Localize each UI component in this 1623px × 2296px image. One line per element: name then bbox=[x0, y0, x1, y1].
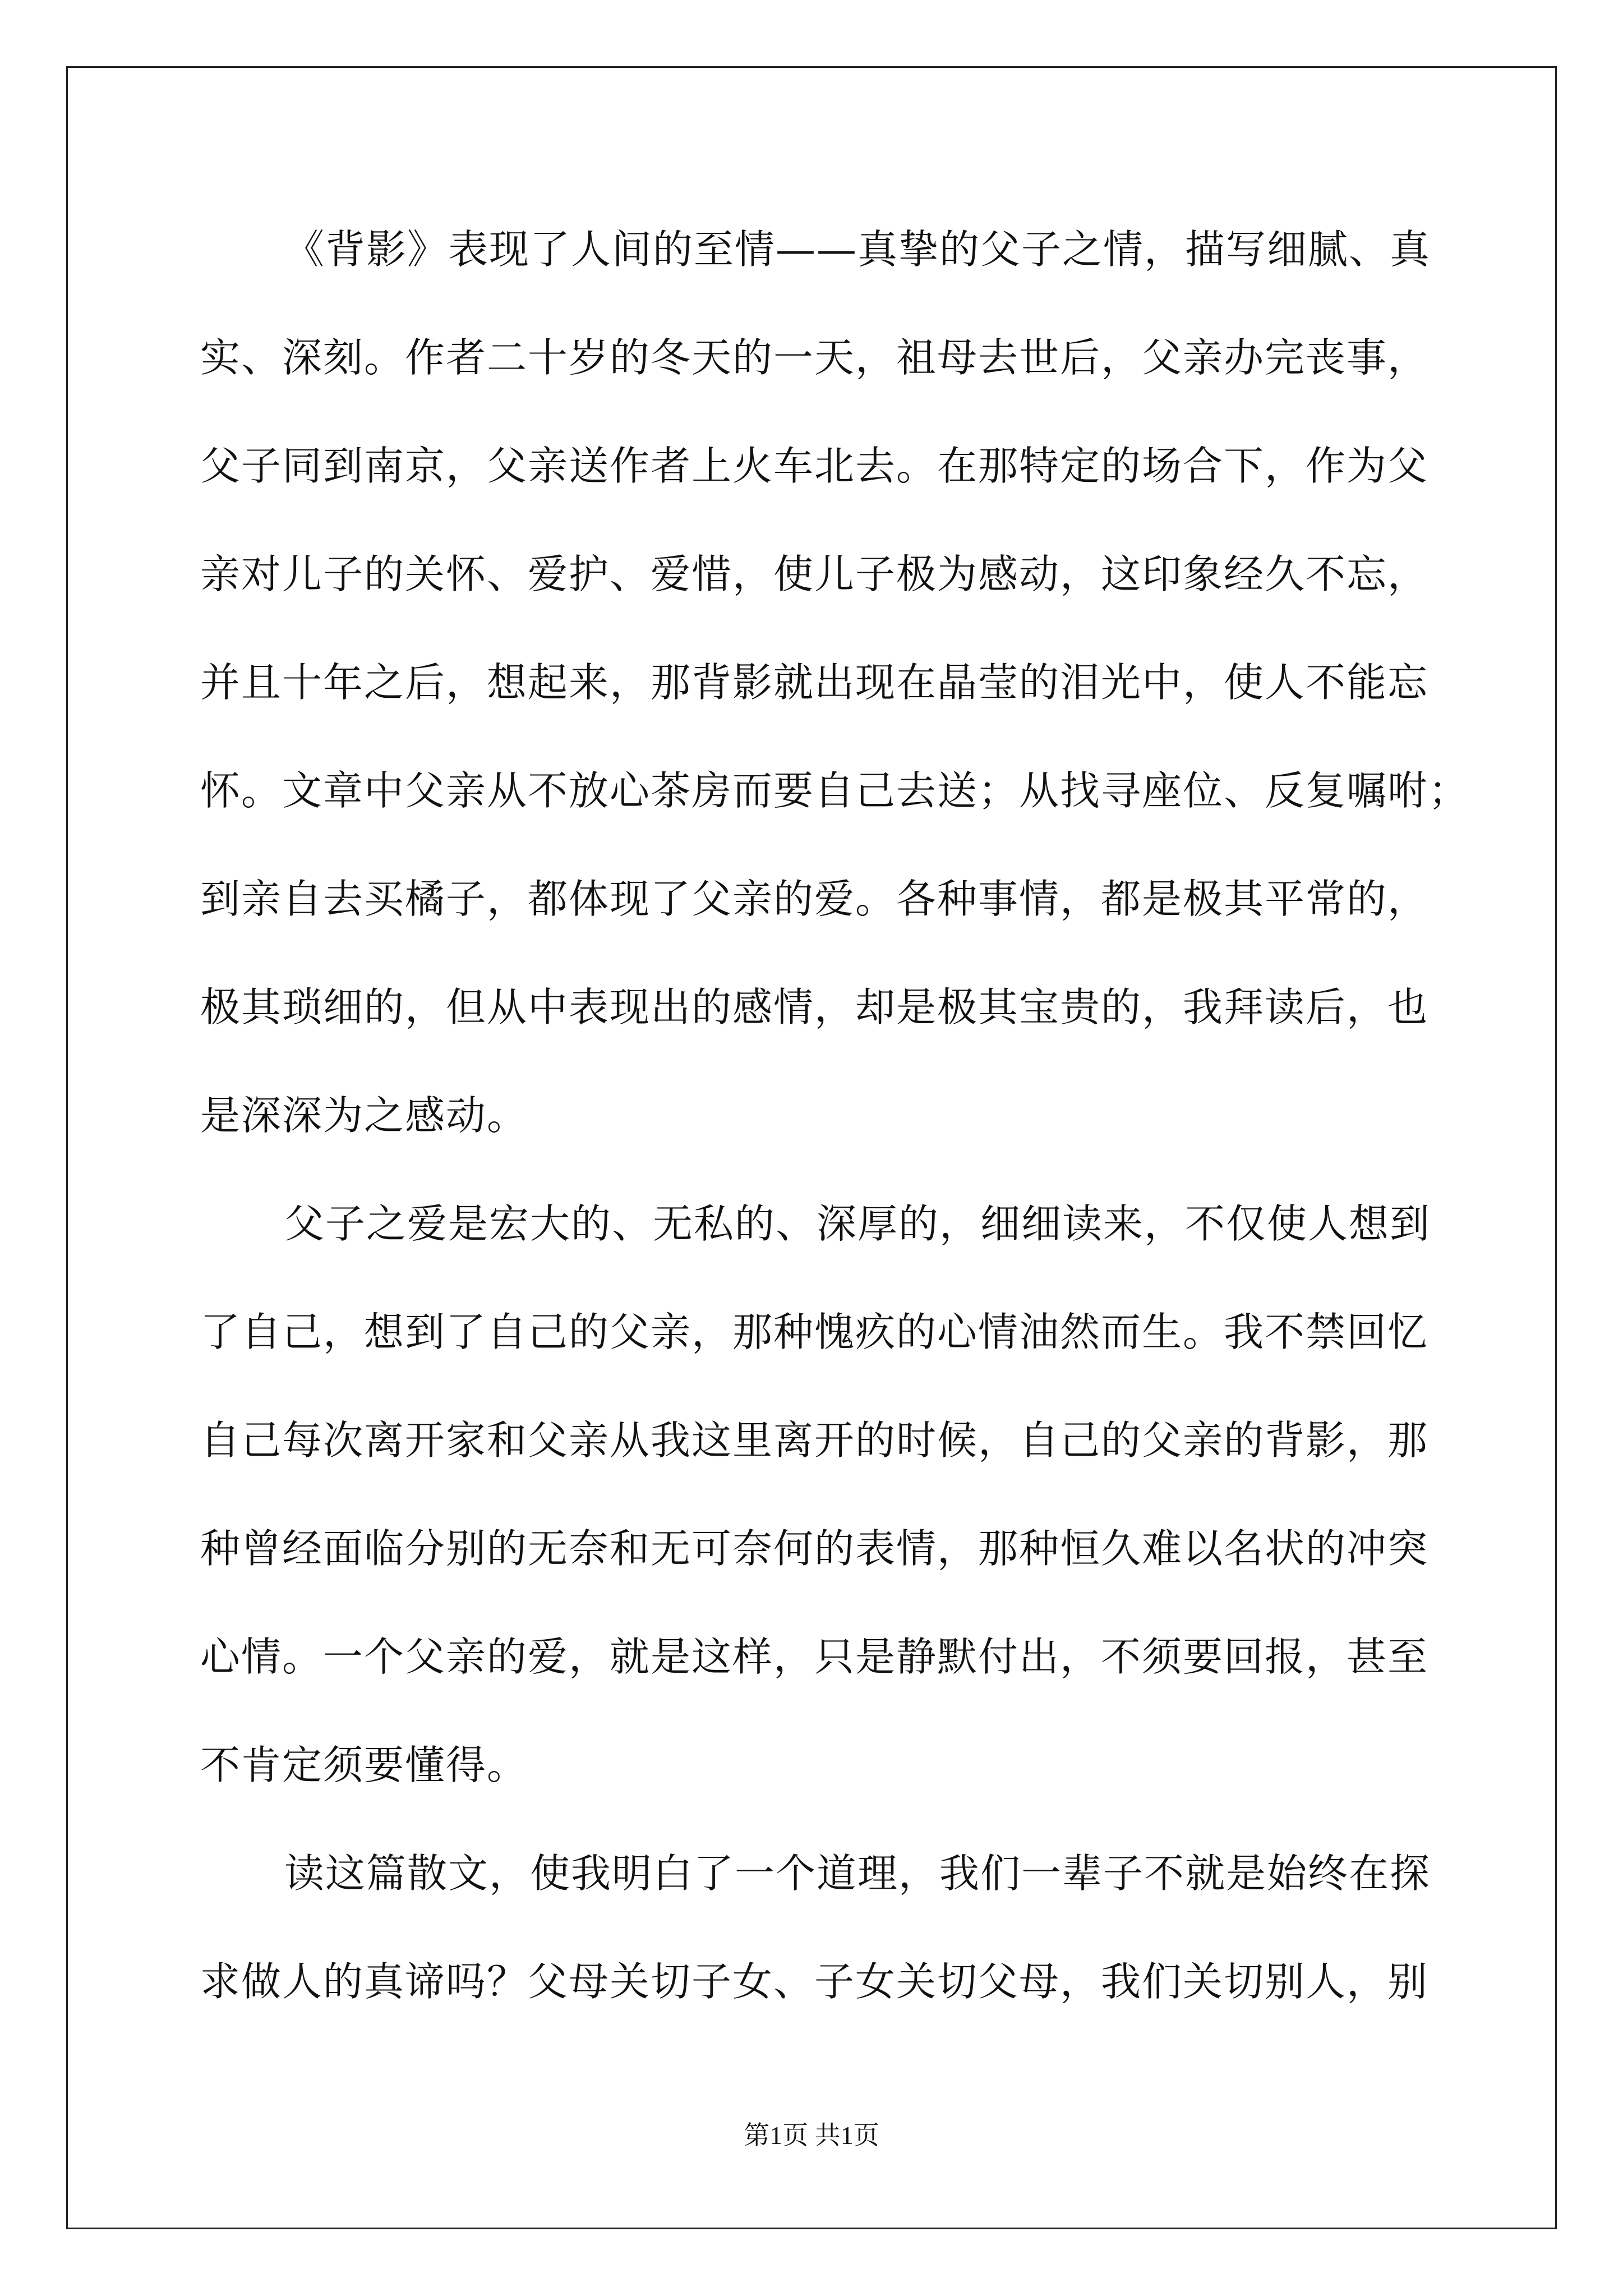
paragraph-1-line-2: 实、深刻。作者二十岁的冬天的一天，祖母去世后，父亲办完丧事， bbox=[200, 334, 1429, 381]
paragraph-2-line-6: 不肯定须要懂得。 bbox=[200, 1742, 528, 1788]
paragraph-1-line-4: 亲对儿子的关怀、爱护、爱惜，使儿子极为感动，这印象经久不忘， bbox=[200, 551, 1429, 597]
paragraph-2-line-5: 心情。一个父亲的爱，就是这样，只是静默付出，不须要回报，甚至 bbox=[200, 1634, 1429, 1680]
page-number-footer: 第1页 共1页 bbox=[744, 2121, 879, 2150]
paragraph-1-line-8: 极其琐细的，但从中表现出的感情，却是极其宝贵的，我拜读后，也 bbox=[200, 984, 1429, 1030]
paragraph-1-line-1: 《背影》表现了人间的至情——真挚的父子之情，描写细腻、真 bbox=[284, 226, 1431, 273]
paragraph-2-line-4: 种曾经面临分别的无奈和无可奈何的表情，那种恒久难以名状的冲突 bbox=[200, 1525, 1429, 1572]
paragraph-1-line-7: 到亲自去买橘子，都体现了父亲的爱。各种事情，都是极其平常的， bbox=[200, 876, 1429, 922]
paragraph-2-line-1: 父子之爱是宏大的、无私的、深厚的，细细读来，不仅使人想到 bbox=[284, 1200, 1431, 1247]
paragraph-1-line-6: 怀。文章中父亲从不放心茶房而要自己去送；从找寻座位、反复嘱咐； bbox=[200, 767, 1470, 814]
paragraph-3-line-2: 求做人的真谛吗？父母关切子女、子女关切父母，我们关切别人，别 bbox=[200, 1958, 1429, 2005]
paragraph-1-line-5: 并且十年之后，想起来，那背影就出现在晶莹的泪光中，使人不能忘 bbox=[200, 659, 1429, 706]
paragraph-3-line-1: 读这篇散文，使我明白了一个道理，我们一辈子不就是始终在探 bbox=[284, 1850, 1431, 1897]
paragraph-1-line-3: 父子同到南京，父亲送作者上火车北去。在那特定的场合下，作为父 bbox=[200, 443, 1429, 489]
paragraph-2-line-3: 自己每次离开家和父亲从我这里离开的时候，自己的父亲的背影，那 bbox=[200, 1417, 1429, 1464]
paragraph-2-line-2: 了自己，想到了自己的父亲，那种愧疚的心情油然而生。我不禁回忆 bbox=[200, 1309, 1429, 1355]
paragraph-1-line-9: 是深深为之感动。 bbox=[200, 1092, 528, 1139]
